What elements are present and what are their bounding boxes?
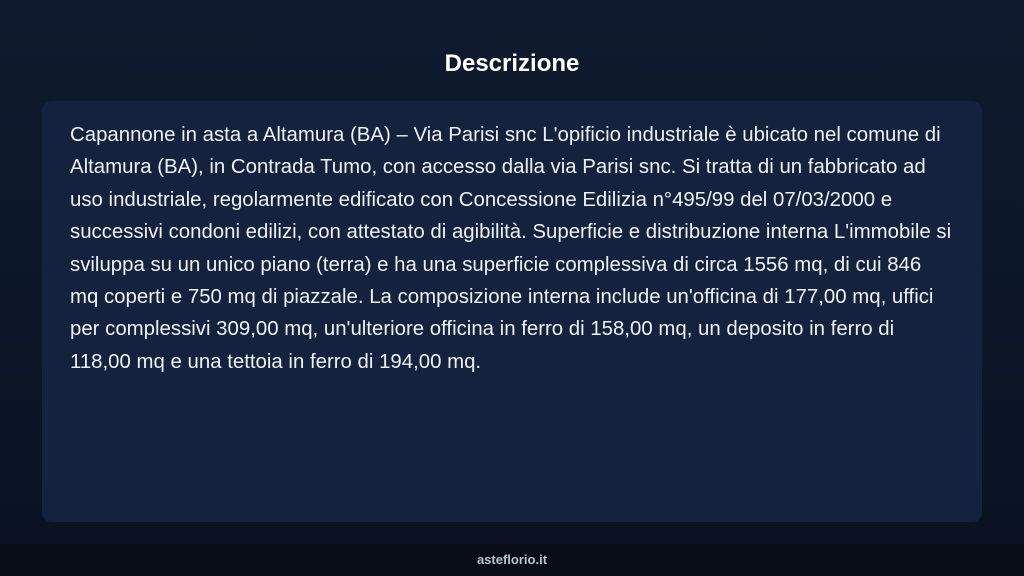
page-title: Descrizione [444, 50, 580, 77]
footer-brand: asteflorio.it [476, 552, 548, 567]
description-card [42, 101, 982, 522]
description-text: Capannone in asta a Altamura (BA) – Via Parisi snc L'opificio industriale è ubicato nel comune di Altamura (BA), in Contrada Tumo, con accesso dalla via Parisi snc. Si tratta di un fabbricato ad uso industriale, regolarmente edificato con Concessione Edilizia n°495/99 del 07/03/2000 e successivi condoni edilizi, con attestato di agibilità. Superficie e distribuzione interna L'immobile si sviluppa su un unico piano (terra) e ha una superficie complessiva di circa 1556 mq, di cui 846 mq coperti e 750 mq di piazzale. La composizione interna include un'officina di 177,00 mq, uffici per complessivi 309,00 mq, un'ulteriore officina in ferro di 158,00 mq, un deposito in ferro di 118,00 mq e una tettoia in ferro di 194,00 mq. [70, 124, 952, 373]
